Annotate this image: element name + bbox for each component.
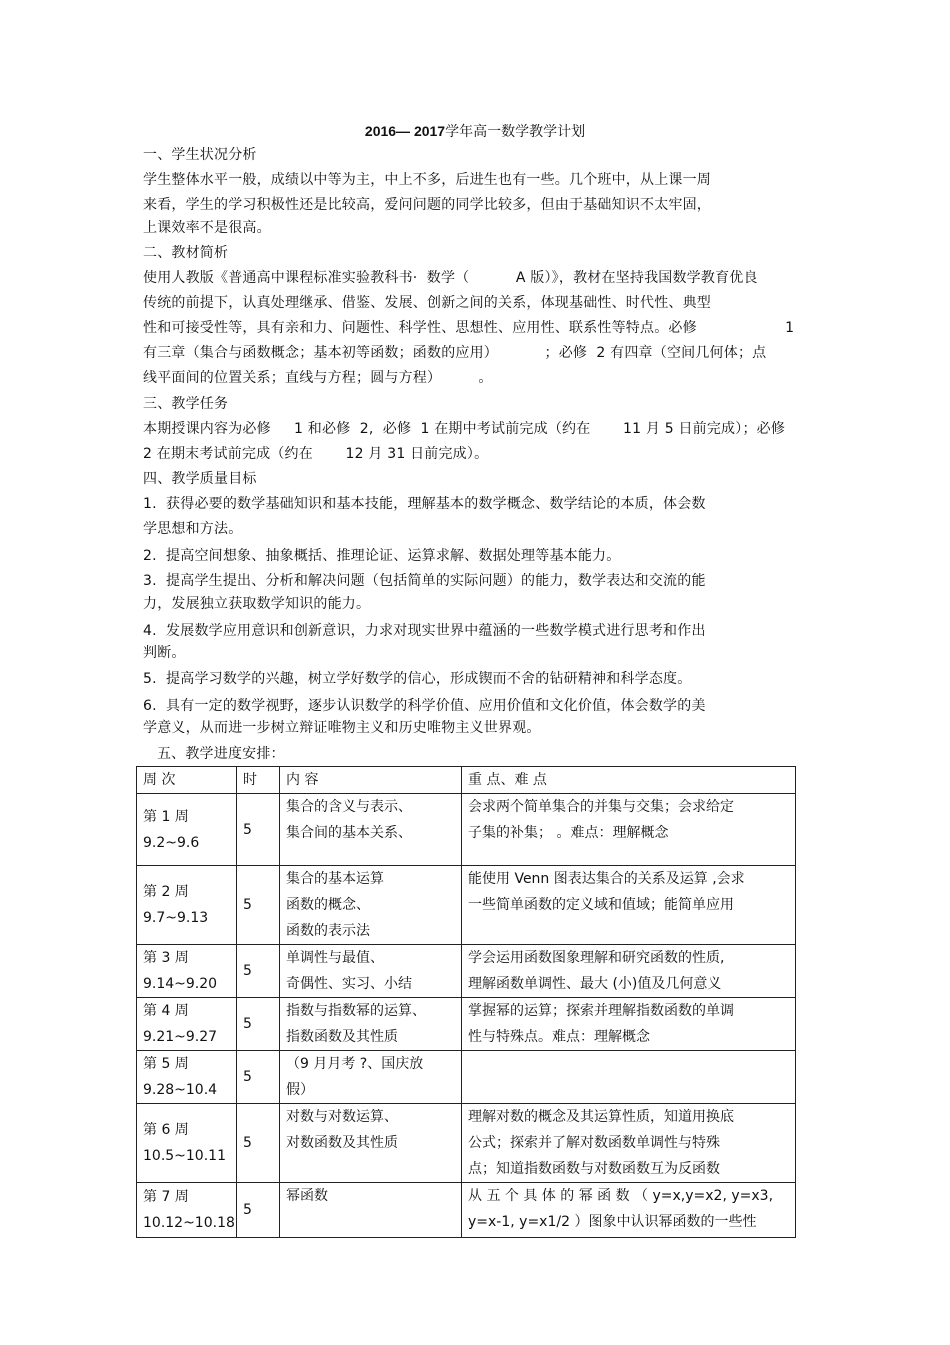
focus-cell bbox=[462, 998, 796, 1051]
focus-cell bbox=[462, 794, 796, 866]
week-cell-line: 第 4 周 bbox=[143, 1003, 189, 1019]
text-line: 学意义，从而进一步树立辩证唯物主义和历史唯物主义世界观。 bbox=[143, 720, 541, 736]
text-line: 一、学生状况分析 bbox=[143, 147, 257, 163]
text-line: 4. 发展数学应用意识和创新意识，力求对现实世界中蕴涵的一些数学模式进行思考和作出 bbox=[143, 623, 706, 639]
text-line: 3. 提高学生提出、分析和解决问题（包括简单的实际问题）的能力，数学表达和交流的能 bbox=[143, 573, 706, 589]
week-cell-line: 9.2~9.6 bbox=[143, 834, 200, 851]
text-line: 5. 提高学习数学的兴趣，树立学好数学的信心，形成锲而不舍的钻研精神和科学态度。 bbox=[143, 671, 692, 687]
content-cell-line: 集合间的基本关系、 bbox=[286, 825, 412, 841]
text-line: 性和可接受性等，具有亲和力、问题性、科学性、思想性、应用性、联系性等特点。必修 1 bbox=[143, 320, 795, 336]
week-cell bbox=[137, 794, 237, 866]
title-year: 2016— 2017 bbox=[364, 123, 446, 139]
week-cell bbox=[137, 1183, 237, 1238]
hours-cell: 5 bbox=[237, 1104, 280, 1183]
content-cell-line: 集合的含义与表示、 bbox=[286, 799, 412, 815]
text-line: 有三章（集合与函数概念；基本初等函数；函数的应用） ；必修 2 有四章（空间几何体；点 bbox=[143, 345, 767, 361]
content-cell-line: 指数函数及其性质 bbox=[286, 1029, 398, 1045]
focus-cell-line: y=x-1, y=x1/2 ）图象中认识幂函数的一些性 bbox=[468, 1214, 757, 1230]
week-cell-line: 10.12~10.18 bbox=[143, 1215, 235, 1231]
content-cell-line: 奇偶性、实习、小结 bbox=[286, 976, 412, 992]
week-cell-line: 第 1 周 bbox=[143, 808, 189, 825]
table-row bbox=[137, 1051, 796, 1104]
content-cell-line: 函数的表示法 bbox=[286, 923, 370, 939]
content-cell-line: 集合的基本运算 bbox=[286, 871, 384, 887]
content-cell bbox=[280, 794, 462, 866]
content-cell bbox=[280, 998, 462, 1051]
week-cell-line: 9.14~9.20 bbox=[143, 976, 218, 992]
content-cell-line: 指数与指数幂的运算、 bbox=[286, 1003, 426, 1019]
schedule-table bbox=[136, 766, 796, 1238]
text-line: 学思想和方法。 bbox=[143, 521, 243, 537]
week-cell-line: 第 6 周 bbox=[143, 1122, 189, 1138]
document-title bbox=[0, 121, 950, 142]
focus-cell-line: 一些简单函数的定义域和值域；能简单应用 bbox=[468, 897, 734, 913]
content-cell-line: 对数函数及其性质 bbox=[286, 1135, 398, 1151]
focus-cell bbox=[462, 1183, 796, 1238]
hours-cell: 5 bbox=[237, 1051, 280, 1104]
header-hours: 时 bbox=[237, 767, 280, 794]
text-line: 传统的前提下，认真处理继承、借鉴、发展、创新之间的关系，体现基础性、时代性、典型 bbox=[143, 295, 711, 311]
content-cell-line: 单调性与最值、 bbox=[286, 950, 384, 966]
focus-cell-line: 能使用 Venn 图表达集合的关系及运算 ,会求 bbox=[468, 871, 745, 887]
week-cell bbox=[137, 1051, 237, 1104]
text-line: 上课效率不是很高。 bbox=[143, 220, 271, 236]
text-line: 判断。 bbox=[143, 645, 186, 661]
table-row bbox=[137, 945, 796, 998]
content-cell-line: 函数的概念、 bbox=[286, 897, 370, 913]
focus-cell-line: 掌握幂的运算；探索并理解指数函数的单调 bbox=[468, 1003, 734, 1019]
week-cell bbox=[137, 1104, 237, 1183]
table-header-row bbox=[137, 767, 796, 794]
table-row bbox=[137, 1104, 796, 1183]
focus-cell bbox=[462, 945, 796, 998]
week-cell-line: 第 7 周 bbox=[143, 1189, 189, 1205]
table-row bbox=[137, 1183, 796, 1238]
content-cell-line: 对数与对数运算、 bbox=[286, 1109, 398, 1125]
text-line: 6. 具有一定的数学视野，逐步认识数学的科学价值、应用价值和文化价值，体会数学的美 bbox=[143, 698, 706, 714]
week-cell-line: 9.28~10.4 bbox=[143, 1082, 218, 1098]
text-line: 2 在期末考试前完成（约在 12 月 31 日前完成）。 bbox=[143, 446, 489, 462]
title-text: 学年高一数学教学计划 bbox=[445, 124, 586, 140]
content-cell bbox=[280, 1051, 462, 1104]
table-row bbox=[137, 998, 796, 1051]
content-cell-line: 幂函数 bbox=[286, 1188, 328, 1204]
table-row bbox=[137, 794, 796, 866]
header-week: 周 次 bbox=[137, 767, 237, 794]
text-line: 力，发展独立获取数学知识的能力。 bbox=[143, 596, 371, 612]
focus-cell-line: 子集的补集； 。难点：理解概念 bbox=[468, 825, 669, 841]
content-cell-line: （9 月月考 ?、国庆放 bbox=[286, 1056, 424, 1072]
text-line: 使用人教版《普通高中课程标准实验教科书· 数学（ A 版）》，教材在坚持我国数学教育优良 bbox=[143, 270, 758, 286]
table-row bbox=[137, 866, 796, 945]
header-focus: 重 点、难 点 bbox=[462, 767, 796, 794]
text-line: 来看，学生的学习积极性还是比较高，爱问问题的同学比较多，但由于基础知识不太牢固， bbox=[143, 197, 711, 213]
text-line: 五、教学进度安排： bbox=[143, 746, 285, 762]
focus-cell bbox=[462, 1104, 796, 1183]
week-cell-line: 第 5 周 bbox=[143, 1056, 189, 1072]
text-line: 学生整体水平一般，成绩以中等为主，中上不多，后进生也有一些。几个班中，从上课一周 bbox=[143, 172, 711, 188]
text-line: 三、教学任务 bbox=[143, 396, 229, 412]
text-line: 本期授课内容为必修 1 和必修 2, 必修 1 在期中考试前完成（约在 11 月 5 日前完成）；必修 bbox=[143, 421, 786, 437]
content-cell bbox=[280, 866, 462, 945]
table-body bbox=[137, 794, 796, 1238]
focus-cell-line: 公式；探索并了解对数函数单调性与特殊 bbox=[468, 1135, 720, 1151]
text-line: 2. 提高空间想象、抽象概括、推理论证、运算求解、数据处理等基本能力。 bbox=[143, 548, 621, 564]
week-cell-line: 9.7~9.13 bbox=[143, 910, 209, 926]
content-cell-line: 假） bbox=[286, 1082, 314, 1098]
focus-cell-line: 从 五 个 具 体 的 幂 函 数 （ y=x,y=x2, y=x3, bbox=[468, 1188, 774, 1204]
focus-cell-line: 会求两个简单集合的并集与交集；会求给定 bbox=[468, 799, 734, 815]
focus-cell bbox=[462, 866, 796, 945]
hours-cell: 5 bbox=[237, 1183, 280, 1238]
focus-cell-line: 理解对数的概念及其运算性质，知道用换底 bbox=[468, 1109, 734, 1125]
week-cell bbox=[137, 866, 237, 945]
focus-cell-line: 点；知道指数函数与对数函数互为反函数 bbox=[468, 1161, 720, 1177]
week-cell-line: 10.5~10.11 bbox=[143, 1148, 226, 1164]
text-line: 四、教学质量目标 bbox=[143, 471, 257, 487]
text-line: 二、教材简析 bbox=[143, 245, 229, 261]
text-line: 线平面间的位置关系；直线与方程；圆与方程） 。 bbox=[143, 370, 493, 386]
week-cell bbox=[137, 998, 237, 1051]
hours-cell: 5 bbox=[237, 945, 280, 998]
text-line: 1. 获得必要的数学基础知识和基本技能，理解基本的数学概念、数学结论的本质，体会数 bbox=[143, 496, 706, 512]
week-cell-line: 9.21~9.27 bbox=[143, 1029, 218, 1045]
content-cell bbox=[280, 945, 462, 998]
focus-cell-line: 性与特殊点。难点：理解概念 bbox=[468, 1029, 650, 1045]
content-cell bbox=[280, 1183, 462, 1238]
week-cell-line: 第 2 周 bbox=[143, 884, 189, 900]
hours-cell: 5 bbox=[237, 998, 280, 1051]
content-cell bbox=[280, 1104, 462, 1183]
focus-cell-line: 学会运用函数图象理解和研究函数的性质, bbox=[468, 950, 725, 966]
hours-cell: 5 bbox=[237, 866, 280, 945]
hours-cell: 5 bbox=[237, 794, 280, 866]
week-cell bbox=[137, 945, 237, 998]
week-cell-line: 第 3 周 bbox=[143, 950, 189, 966]
focus-cell-line: 理解函数单调性、最大 (小)值及几何意义 bbox=[468, 976, 722, 992]
header-content: 内 容 bbox=[280, 767, 462, 794]
focus-cell bbox=[462, 1051, 796, 1104]
